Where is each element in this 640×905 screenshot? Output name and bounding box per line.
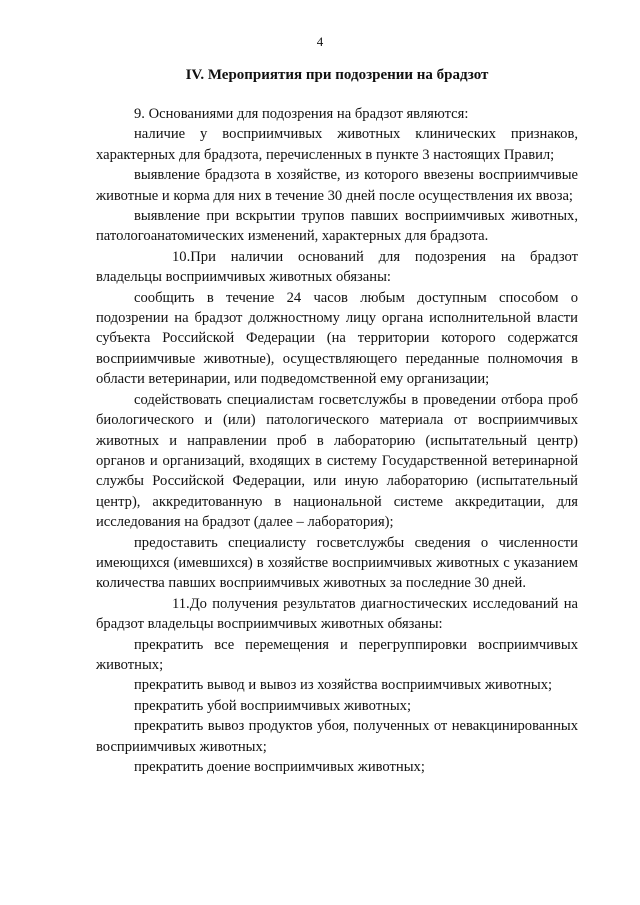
paragraph xyxy=(96,716,578,757)
paragraph-number: 10. xyxy=(172,248,191,265)
paragraph-text: 9. Основаниями для подозрения на брадзот являются: xyxy=(134,106,469,122)
paragraph-text: прекратить убой восприимчивых животных; xyxy=(134,697,412,714)
paragraph-text: выявление брадзота в хозяйстве, из которого ввезены восприимчивые животные и корма для них в течение 30 дней после осуществления их ввоза; xyxy=(96,167,578,204)
section-heading: IV. Мероприятия при подозрении на брадзот xyxy=(185,67,489,83)
page-number: 4 xyxy=(316,34,324,49)
paragraph-text: При наличии оснований для подозрения на брадзот владельцы восприимчивых животных обязаны: xyxy=(96,248,578,286)
paragraph-text: наличие у восприимчивых животных клинических признаков, характерных для брадзота, перечисленных в пункте 3 настоящих Правил; xyxy=(96,126,578,163)
paragraph-text: прекратить доение восприимчивых животных; xyxy=(134,759,425,775)
paragraph xyxy=(96,594,578,635)
paragraph-text: предоставить специалисту госветслужбы сведения о численности имеющихся (имевшихся) в хозяйстве восприимчивых животных с указанием количества павших восприимчивых животных за последние 30 дней. xyxy=(96,534,578,592)
paragraph-text: До получения результатов диагностических исследований на брадзот владельцы восприимчивых животных обязаны: xyxy=(96,595,578,633)
paragraph xyxy=(96,390,578,533)
paragraph xyxy=(96,104,578,124)
paragraph-text: прекратить вывоз продуктов убоя, полученных от невакцинированных восприимчивых животных; xyxy=(96,718,578,755)
paragraph xyxy=(96,124,578,165)
paragraph xyxy=(96,288,578,390)
document-body xyxy=(96,104,578,777)
paragraph xyxy=(96,635,578,676)
paragraph-text: выявление при вскрытии трупов павших восприимчивых животных, патологоанатомических изменений, характерных для брадзота. xyxy=(96,208,578,245)
paragraph xyxy=(96,247,578,288)
paragraph xyxy=(96,206,578,247)
paragraph xyxy=(96,165,578,206)
paragraph-text: прекратить все перемещения и перегруппировки восприимчивых животных; xyxy=(96,636,578,673)
paragraph xyxy=(96,675,578,695)
paragraph-text: содействовать специалистам госветслужбы в проведении отбора проб биологического и (или) патологического материала от восприимчивых животных и направлении проб в лабораторию (испытательный центр) органов и организаций, входящих в систему Государственной ветеринарной службы Российской Федерации, или иную лабораторию (испытательный центр), аккредитованную в национальной системе аккредитации, для исследования на брадзот (далее – лаборатория); xyxy=(96,391,578,531)
paragraph-number: 11. xyxy=(172,595,190,612)
paragraph xyxy=(96,757,578,777)
paragraph xyxy=(96,533,578,594)
paragraph xyxy=(96,696,578,716)
paragraph-text: прекратить вывод и вывоз из хозяйства восприимчивых животных; xyxy=(134,677,553,694)
paragraph-text: сообщить в течение 24 часов любым доступным способом о подозрении на брадзот должностному лицу органа исполнительной власти субъекта Российской Федерации (на территории которого содержатся восприимчивые животные), осуществляющего переданные полномочия в области ветеринарии, или подведомственной ему организации; xyxy=(96,289,578,388)
